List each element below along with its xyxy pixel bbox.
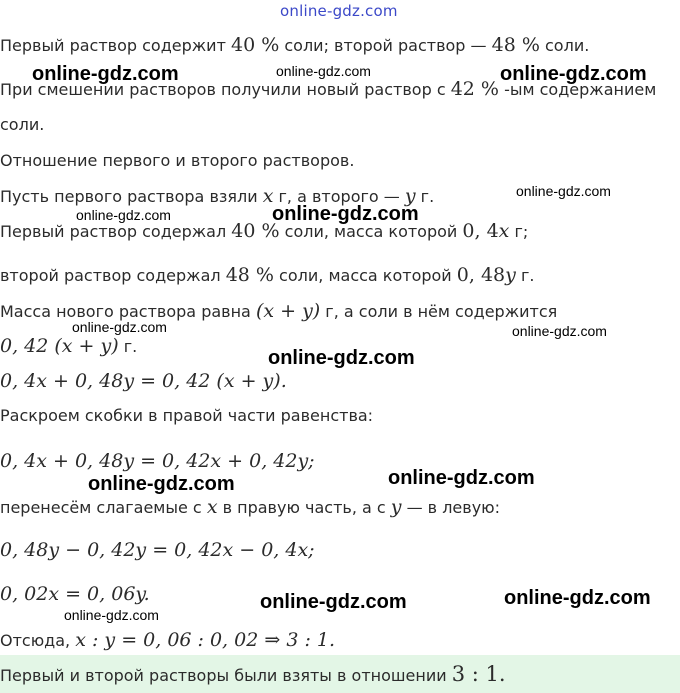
watermark: online-gdz.com xyxy=(32,63,179,85)
watermark: online-gdz.com xyxy=(512,323,607,339)
watermark: online-gdz.com xyxy=(88,473,235,495)
equation-3: 0, 48y − 0, 42y = 0, 42x − 0, 4x; xyxy=(0,539,315,561)
watermark: online-gdz.com xyxy=(76,207,171,223)
text-line-3: соли. xyxy=(0,115,45,134)
watermark: online-gdz.com xyxy=(516,183,611,199)
watermark: online-gdz.com xyxy=(272,203,419,225)
watermark: online-gdz.com xyxy=(260,591,407,613)
answer-box xyxy=(0,655,680,693)
text-line-1: Первый раствор содержит 40 % соли; второй раствор — 48 % соли. xyxy=(0,34,590,56)
equation-1: 0, 4x + 0, 48y = 0, 42 (x + y). xyxy=(0,370,287,392)
watermark: online-gdz.com xyxy=(500,63,647,85)
watermark: online-gdz.com xyxy=(388,467,535,489)
watermark: online-gdz.com xyxy=(268,347,415,369)
watermark: online-gdz.com xyxy=(276,63,371,79)
text-line-6: Первый раствор содержал 40 % соли, масса которой 0, 4x г; xyxy=(0,220,529,242)
equation-2: 0, 4x + 0, 48y = 0, 42x + 0, 42y; xyxy=(0,450,315,472)
text-line-11: Раскроем скобки в правой части равенства: xyxy=(0,406,374,425)
watermark: online-gdz.com xyxy=(504,587,651,609)
watermark: online-gdz.com xyxy=(72,319,167,335)
watermark: online-gdz.com xyxy=(64,607,159,623)
text-line-4: Отношение первого и второго растворов. xyxy=(0,151,355,170)
equation-4: 0, 02x = 0, 06y. xyxy=(0,583,150,605)
text-line-8: Масса нового раствора равна (x + y) г, а соли в нём содержится xyxy=(0,300,558,322)
text-line-13: перенесём слагаемые с x в правую часть, а с y — в левую: xyxy=(0,496,501,518)
text-line-16: Отсюда, x : y = 0, 06 : 0, 02 ⇒ 3 : 1. xyxy=(0,629,336,651)
text-line-7: второй раствор содержал 48 % соли, масса которой 0, 48y г. xyxy=(0,264,535,286)
text-line-2: При смешении растворов получили новый раствор с 42 % -ым содержанием xyxy=(0,78,657,100)
text-line-5: Пусть первого раствора взяли x г, а второго — y г. xyxy=(0,185,435,207)
watermark-top: online-gdz.com xyxy=(280,2,398,20)
answer-text: Первый и второй растворы были взяты в отношении 3 : 1. xyxy=(0,662,506,686)
text-line-9: 0, 42 (x + y) г. xyxy=(0,335,138,357)
